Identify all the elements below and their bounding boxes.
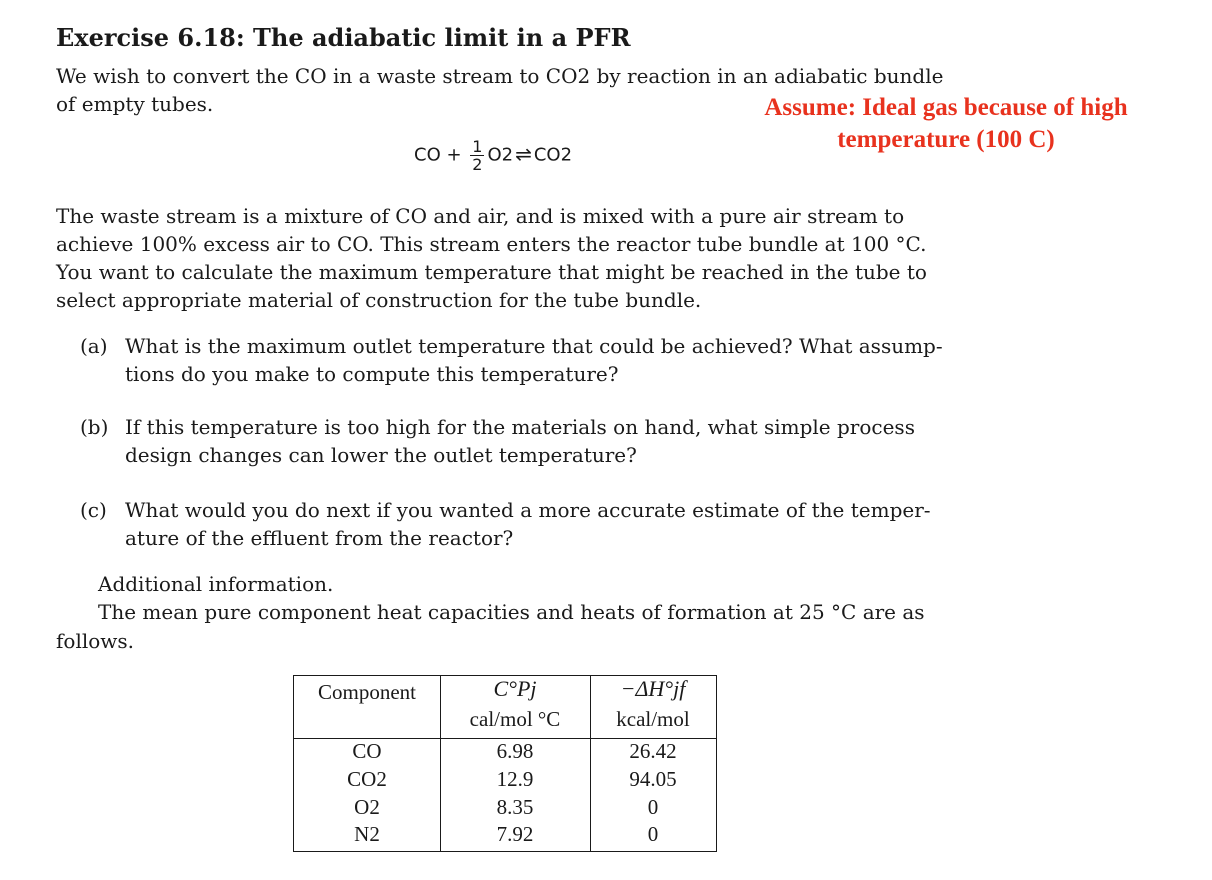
table-cell-component: O2 — [354, 795, 380, 819]
table-cell-cp: 8.35 — [496, 795, 534, 819]
paragraph-line: You want to calculate the maximum temperature that might be reached in the tube to — [56, 260, 927, 284]
question-line: What is the maximum outlet temperature that could be achieved? What assump- — [125, 334, 943, 358]
stream-paragraph — [56, 202, 927, 314]
question-label: (b) — [80, 415, 109, 439]
table-cell-dh: 0 — [647, 795, 659, 819]
header-cp-symbol: C°Pj — [493, 676, 537, 701]
equation-left: CO + — [414, 144, 462, 166]
paragraph-line: achieve 100% excess air to CO. This stream enters the reactor tube bundle at 100 °C. — [56, 232, 927, 256]
header-cp-unit: cal/mol °C — [469, 707, 561, 731]
equilibrium-arrow-icon: ⇌ — [515, 141, 532, 166]
additional-line-2: follows. — [56, 629, 135, 653]
intro-line-2: of empty tubes. — [56, 92, 214, 116]
fraction-denominator: 2 — [472, 155, 483, 174]
properties-table — [293, 675, 717, 852]
table-cell-cp: 12.9 — [496, 767, 534, 791]
exercise-title: Exercise 6.18: The adiabatic limit in a PFR — [56, 23, 631, 52]
question-line: What would you do next if you wanted a more accurate estimate of the temper- — [125, 498, 931, 522]
header-dh-symbol: −ΔH°jf — [620, 676, 686, 701]
reaction-equation — [414, 138, 572, 173]
equation-product: CO2 — [533, 144, 573, 166]
table-cell-dh: 26.42 — [629, 739, 677, 763]
table-cell-cp: 7.92 — [496, 822, 534, 846]
equation-fraction — [470, 138, 484, 173]
header-component: Component — [318, 680, 416, 704]
question-line: tions do you make to compute this temperature? — [125, 362, 619, 386]
annotation-line-2: temperature (100 C) — [837, 126, 1055, 153]
table-cell-dh: 0 — [647, 822, 659, 846]
paragraph-line: The waste stream is a mixture of CO and air, and is mixed with a pure air stream to — [56, 204, 905, 228]
header-dh-unit: kcal/mol — [616, 707, 690, 731]
question-label: (c) — [80, 498, 107, 522]
fraction-numerator: 1 — [472, 137, 483, 156]
question-line: design changes can lower the outlet temperature? — [125, 443, 637, 467]
question-label: (a) — [80, 334, 108, 358]
table-cell-component: CO — [352, 739, 382, 763]
question-c — [80, 496, 931, 552]
table-cell-cp: 6.98 — [496, 739, 534, 763]
intro-line-1: We wish to convert the CO in a waste stream to CO2 by reaction in an adiabatic bundle — [56, 64, 944, 88]
question-line: If this temperature is too high for the materials on hand, what simple process — [125, 415, 915, 439]
additional-line-1: The mean pure component heat capacities and heats of formation at 25 °C are as — [98, 600, 925, 624]
question-b — [80, 413, 915, 469]
paragraph-line: select appropriate material of construction for the tube bundle. — [56, 288, 702, 312]
additional-heading: Additional information. — [98, 572, 334, 596]
equation-o2: O2 — [487, 144, 514, 166]
annotation-line-1: Assume: Ideal gas because of high — [764, 94, 1128, 121]
annotation-note — [742, 92, 1150, 156]
question-line: ature of the effluent from the reactor? — [125, 526, 514, 550]
table-cell-dh: 94.05 — [629, 767, 677, 791]
question-a — [80, 332, 943, 388]
table-cell-component: CO2 — [347, 767, 387, 791]
table-cell-component: N2 — [354, 822, 380, 846]
